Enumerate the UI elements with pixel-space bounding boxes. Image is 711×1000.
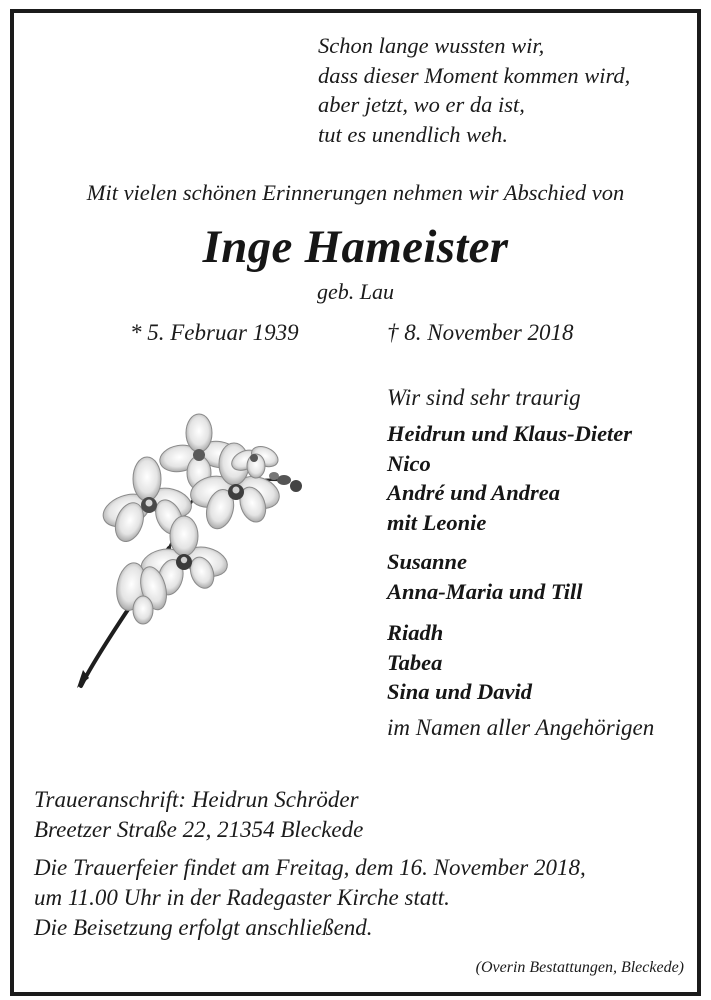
poem-line: dass dieser Moment kommen wird, bbox=[318, 62, 631, 88]
mourner-name: André und Andrea bbox=[387, 480, 560, 505]
orchid-branch-icon bbox=[69, 408, 319, 698]
mourner-group bbox=[387, 547, 582, 606]
poem bbox=[318, 31, 630, 149]
funeral-line: Die Beisetzung erfolgt anschließend. bbox=[34, 915, 373, 940]
deceased-name: Inge Hameister bbox=[202, 221, 509, 273]
funeral-line: um 11.00 Uhr in der Radegaster Kirche statt. bbox=[34, 885, 450, 910]
mourner-name: Susanne bbox=[387, 549, 468, 574]
mourner-name: Heidrun und Klaus-Dieter bbox=[387, 421, 633, 446]
address-line: Breetzer Straße 22, 21354 Bleckede bbox=[34, 817, 364, 842]
death-notice bbox=[10, 9, 701, 996]
mourner-name: mit Leonie bbox=[387, 509, 487, 535]
mourner-name: Nico bbox=[387, 450, 431, 476]
poem-line: aber jetzt, wo er da ist, bbox=[318, 92, 525, 117]
mourner-name: Anna-Maria und Till bbox=[387, 578, 583, 604]
mourning-address bbox=[34, 785, 363, 845]
birth-date: * 5. Februar 1939 bbox=[130, 320, 299, 345]
funeral-line: Die Trauerfeier findet am Freitag, dem 16. November 2018, bbox=[34, 855, 586, 880]
poem-line: tut es unendlich weh. bbox=[318, 121, 508, 147]
undertaker-credit: (Overin Bestattungen, Bleckede) bbox=[475, 959, 684, 976]
mourner-group bbox=[387, 419, 632, 537]
mourner-name: Sina und David bbox=[387, 679, 533, 704]
address-line: Traueranschrift: Heidrun Schröder bbox=[34, 787, 359, 812]
mourners-closing: im Namen aller Angehörigen bbox=[387, 715, 655, 740]
maiden-name: geb. Lau bbox=[317, 279, 394, 304]
mourner-name: Tabea bbox=[387, 649, 443, 675]
poem-line: Schon lange wussten wir, bbox=[318, 33, 545, 58]
mourner-name: Riadh bbox=[387, 620, 444, 645]
farewell-intro: Mit vielen schönen Erinnerungen nehmen wir Abschied von bbox=[86, 180, 625, 205]
death-date: † 8. November 2018 bbox=[387, 320, 574, 345]
mourner-group bbox=[387, 618, 532, 707]
mourners-heading: Wir sind sehr traurig bbox=[387, 385, 581, 410]
funeral-details bbox=[34, 853, 586, 943]
